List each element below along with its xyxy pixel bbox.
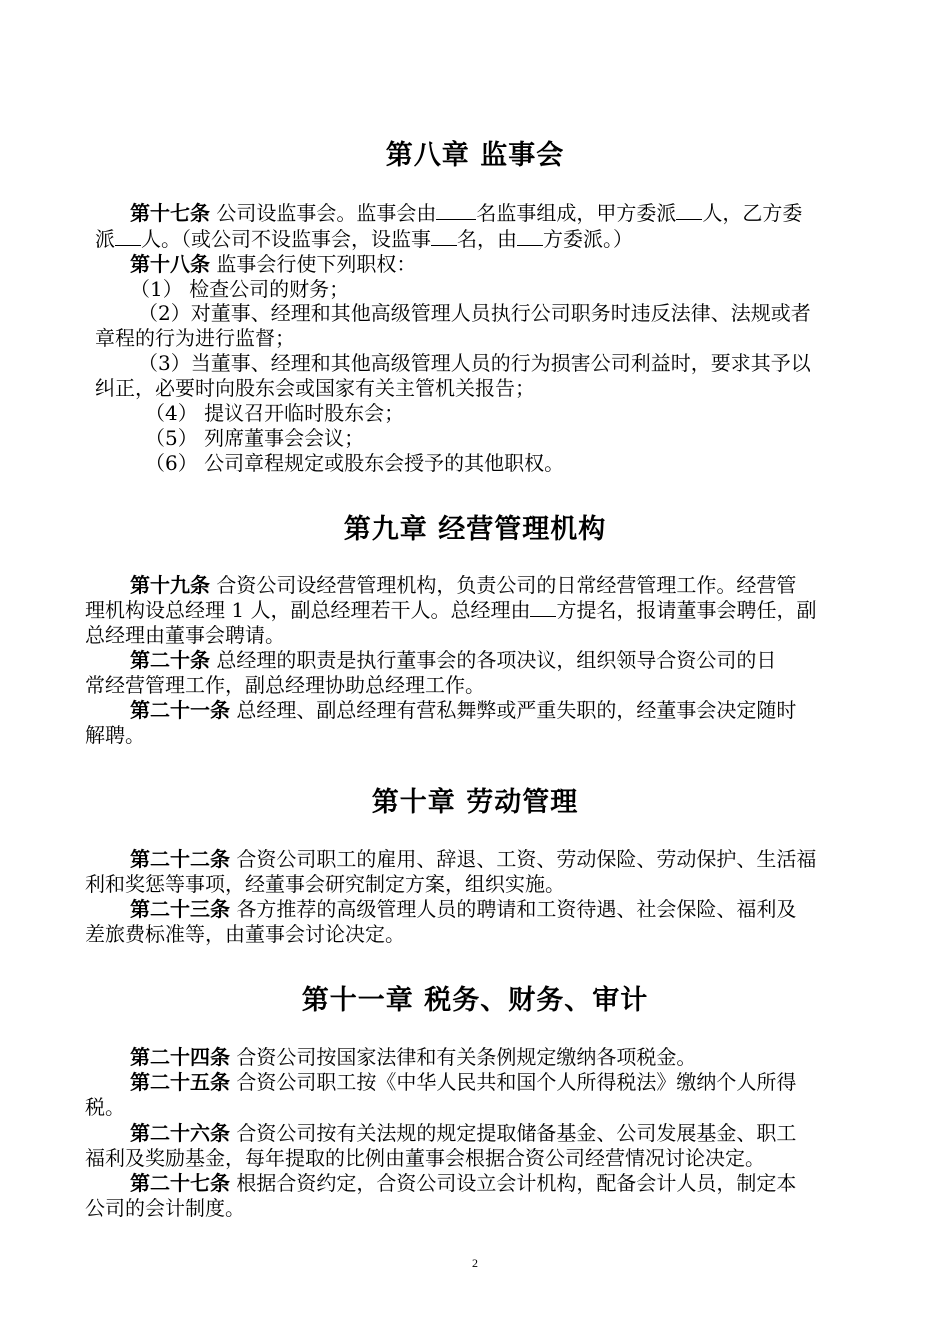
article-27-label: 第二十七条 (130, 1171, 230, 1195)
article-19-text-2a: 理机构设总经理 1 人，副总经理若干人。总经理由 (85, 598, 531, 622)
article-25-label: 第二十五条 (130, 1070, 230, 1094)
article-17-text-2a: 派 (95, 227, 115, 251)
article-19-text-2b: 方提名，报请董事会聘任，副 (556, 598, 817, 622)
article-17-text-2d: 方委派。） (543, 227, 633, 251)
article-26-label: 第二十六条 (130, 1121, 230, 1145)
blank-field (115, 227, 141, 246)
article-26-text-1: 合资公司按有关法规的规定提取储备基金、公司发展基金、职工 (230, 1121, 797, 1145)
blank-field (517, 227, 543, 246)
article-25-line-2: 税。 (85, 1095, 125, 1119)
article-23-label: 第二十三条 (130, 897, 230, 921)
article-18-item-1: （1） 检查公司的财务； (130, 277, 350, 301)
article-21-line-1 (130, 697, 796, 723)
article-17-text-2b: 人。（或公司不设监事会，设监事 (141, 227, 431, 251)
article-17-text-1b: 名监事组成，甲方委派 (476, 201, 677, 225)
article-21-label: 第二十一条 (130, 698, 230, 722)
article-18-item-4: （4） 提议召开临时股东会； (145, 401, 405, 425)
article-18-item-3-line-2: 纠正，必要时向股东会或国家有关主管机关报告； (95, 376, 535, 400)
article-19-label: 第十九条 (130, 573, 210, 597)
chapter-9-heading: 第九章 经营管理机构 (343, 514, 607, 545)
article-17-label: 第十七条 (130, 201, 210, 225)
article-22-line-1 (130, 846, 816, 872)
article-20-text-1: 总经理的职责是执行董事会的各项决议，组织领导合资公司的日 (210, 648, 777, 672)
article-27-line-1 (130, 1170, 796, 1196)
article-26-line-1 (130, 1120, 796, 1146)
blank-field (436, 201, 476, 220)
article-26-line-2: 福利及奖励基金，每年提取的比例由董事会根据合资公司经营情况讨论决定。 (85, 1146, 765, 1170)
chapter-10-heading: 第十章 劳动管理 (371, 787, 579, 818)
article-24-text-1: 合资公司按国家法律和有关条例规定缴纳各项税金。 (230, 1045, 697, 1069)
article-18-item-2-line-2: 章程的行为进行监督； (95, 326, 295, 350)
article-19-line-3: 总经理由董事会聘请。 (85, 623, 285, 647)
article-24-label: 第二十四条 (130, 1045, 230, 1069)
blank-field (530, 598, 556, 617)
article-23-text-1: 各方推荐的高级管理人员的聘请和工资待遇、社会保险、福利及 (230, 897, 797, 921)
article-17-line-1 (130, 200, 802, 226)
article-27-line-2: 公司的会计制度。 (85, 1196, 245, 1220)
article-22-text-1: 合资公司职工的雇用、辞退、工资、劳动保险、劳动保护、生活福 (230, 847, 817, 871)
article-18-text: 监事会行使下列职权： (210, 252, 417, 276)
article-17-text-1c: 人，乙方委 (702, 201, 803, 225)
article-22-label: 第二十二条 (130, 847, 230, 871)
article-21-line-2: 解聘。 (85, 723, 145, 747)
article-23-line-1 (130, 896, 796, 922)
article-18-item-5: （5） 列席董事会会议； (145, 426, 365, 450)
article-21-text-1: 总经理、副总经理有营私舞弊或严重失职的，经董事会决定随时 (230, 698, 797, 722)
article-17-text-1a: 公司设监事会。监事会由 (210, 201, 437, 225)
article-19-text-1: 合资公司设经营管理机构，负责公司的日常经营管理工作。经营管 (210, 573, 797, 597)
article-18-line-1 (130, 251, 416, 277)
article-17-line-2 (95, 226, 633, 252)
article-24-line-1 (130, 1044, 696, 1070)
blank-field (676, 201, 702, 220)
article-25-line-1 (130, 1069, 796, 1095)
article-20-line-2: 常经营管理工作，副总经理协助总经理工作。 (85, 673, 485, 697)
article-18-item-2-line-1: （2）对董事、经理和其他高级管理人员执行公司职务时违反法律、法规或者 (138, 301, 811, 325)
article-20-line-1 (130, 647, 776, 673)
article-25-text-1: 合资公司职工按《中华人民共和国个人所得税法》缴纳个人所得 (230, 1070, 797, 1094)
article-20-label: 第二十条 (130, 648, 210, 672)
article-22-line-2: 利和奖惩等事项，经董事会研究制定方案，组织实施。 (85, 872, 565, 896)
article-17-text-2c: 名，由 (457, 227, 517, 251)
blank-field (431, 227, 457, 246)
article-19-line-1 (130, 572, 796, 598)
page-number: 2 (472, 1256, 478, 1270)
article-23-line-2: 差旅费标准等，由董事会讨论决定。 (85, 922, 405, 946)
article-18-item-6: （6） 公司章程规定或股东会授予的其他职权。 (145, 451, 565, 475)
article-19-line-2 (85, 597, 816, 623)
article-18-label: 第十八条 (130, 252, 210, 276)
chapter-11-heading: 第十一章 税务、财务、审计 (301, 985, 649, 1016)
article-27-text-1: 根据合资约定，合资公司设立会计机构，配备会计人员，制定本 (230, 1171, 797, 1195)
chapter-8-heading: 第八章 监事会 (385, 140, 565, 171)
article-18-item-3-line-1: （3）当董事、经理和其他高级管理人员的行为损害公司利益时，要求其予以 (138, 351, 811, 375)
